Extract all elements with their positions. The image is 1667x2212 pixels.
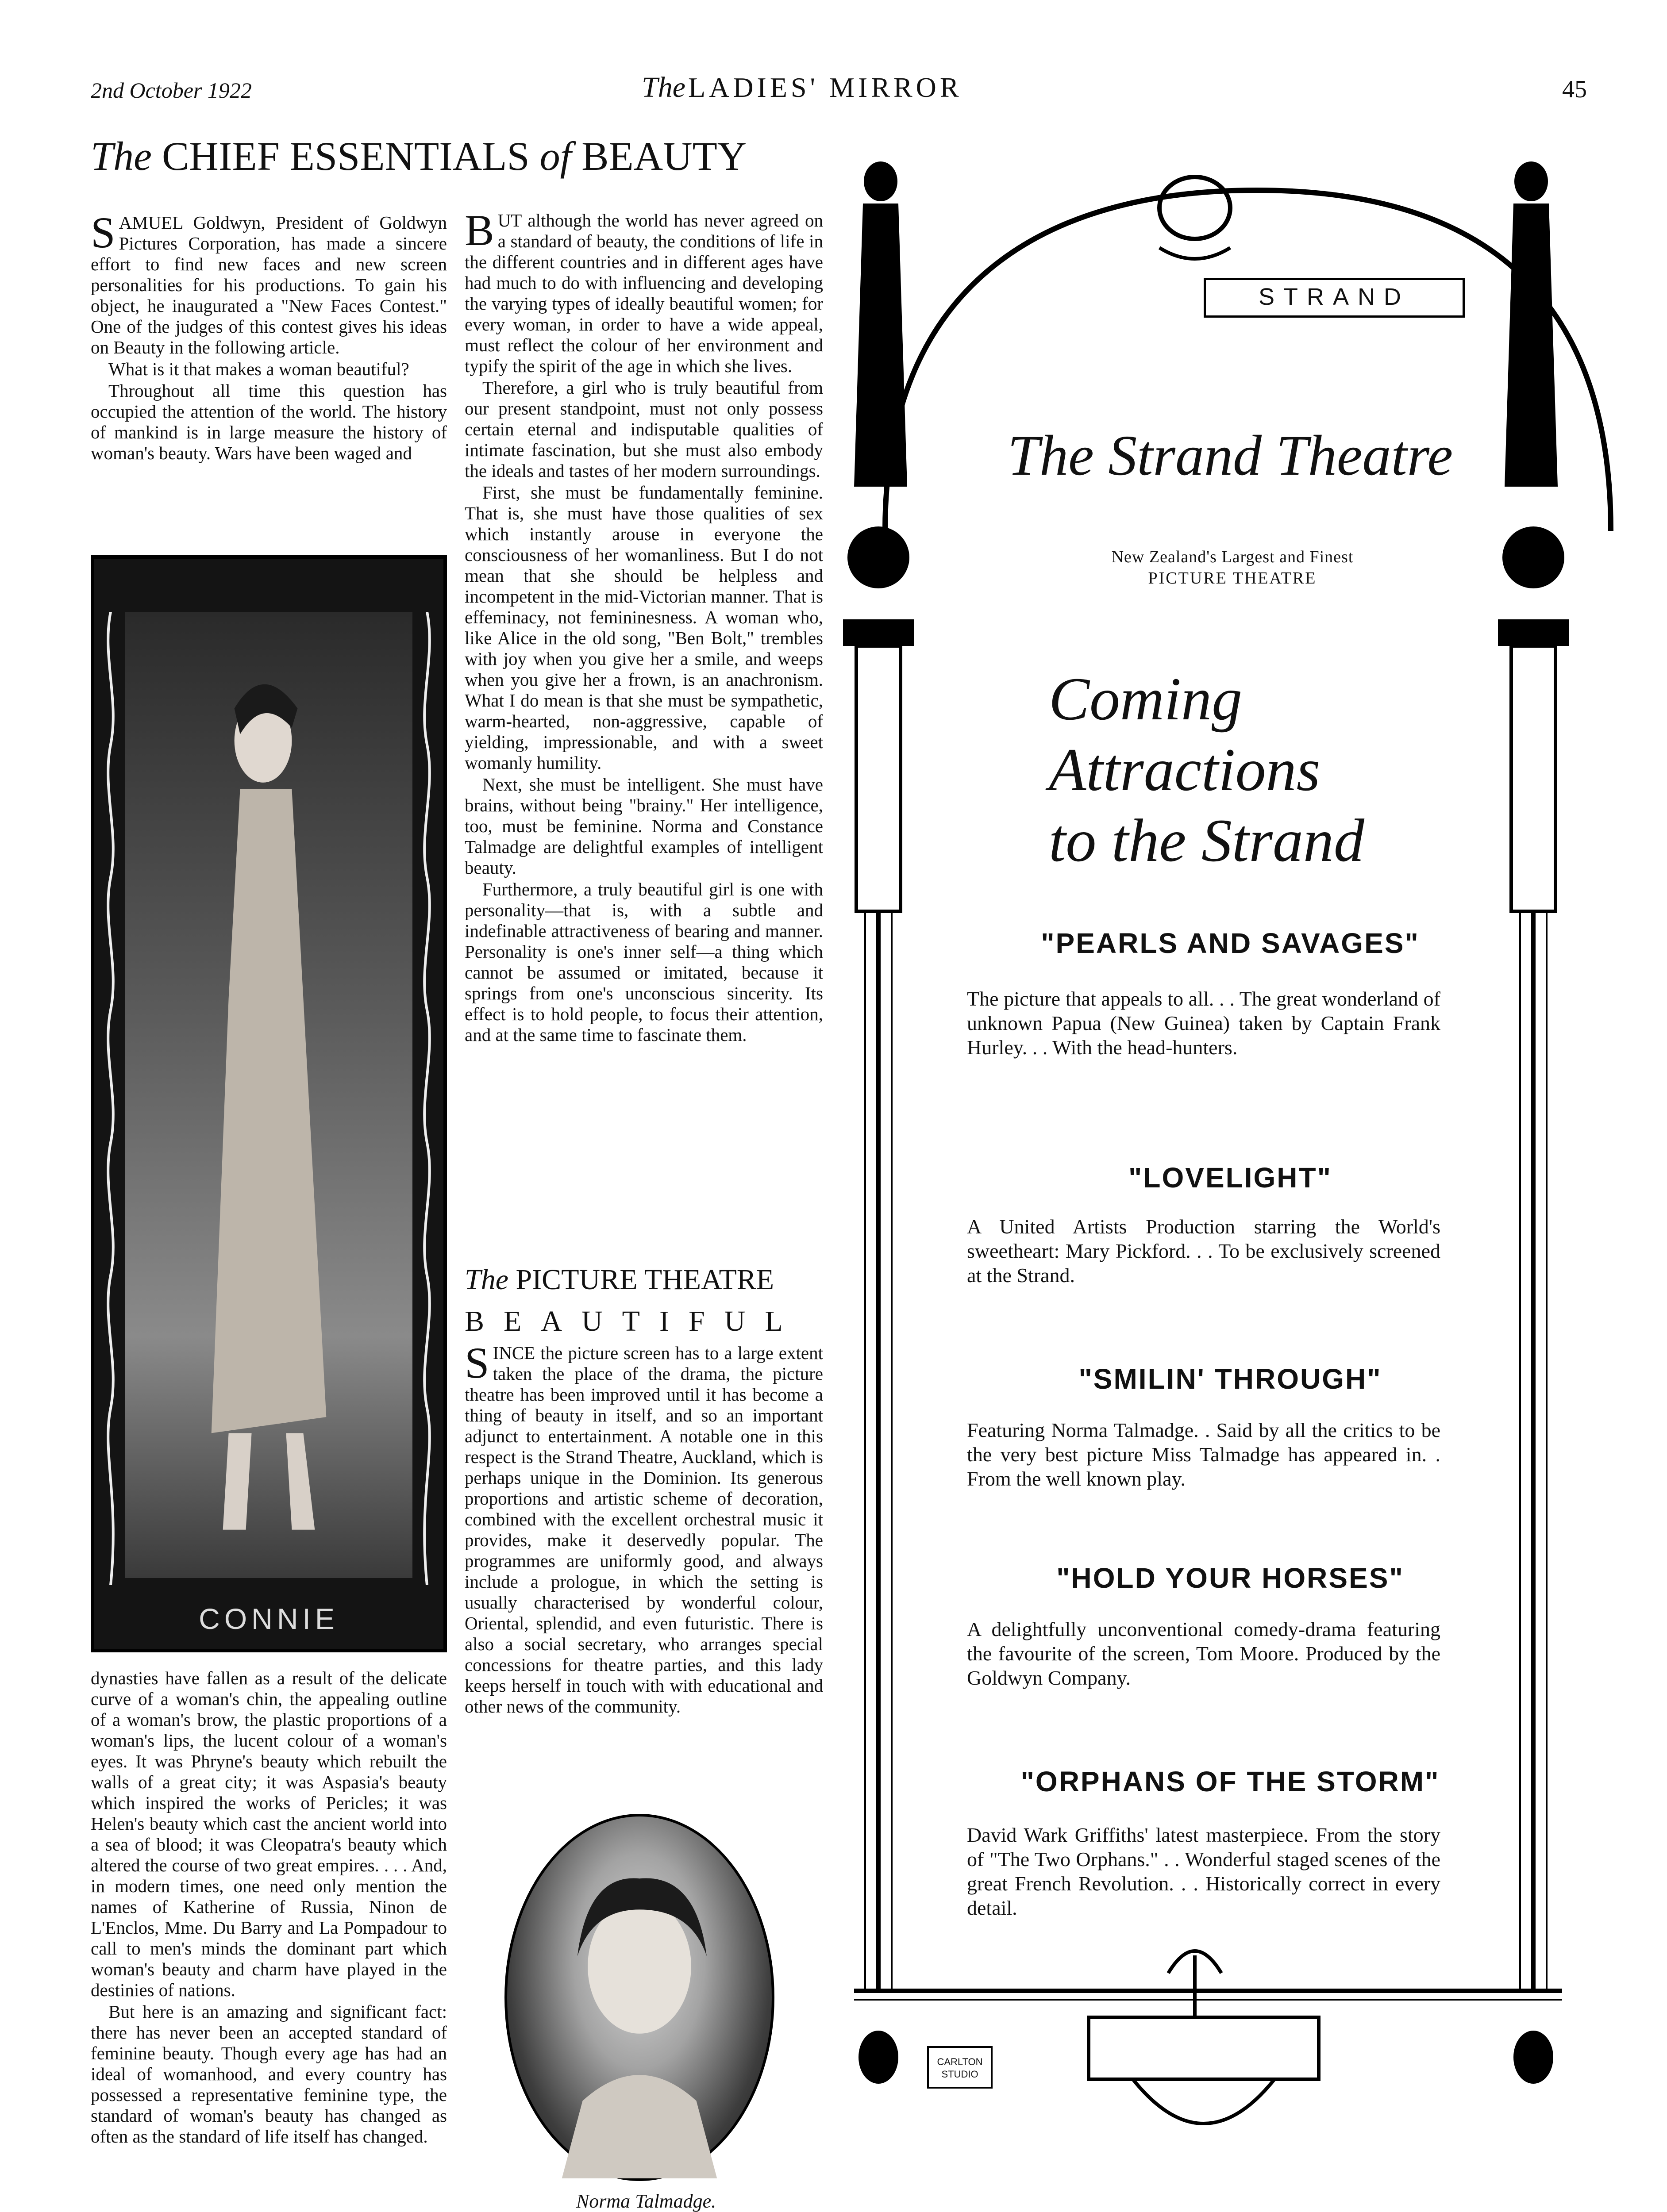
drop-cap: S — [91, 212, 115, 257]
page-number: 45 — [1562, 76, 1587, 103]
film-description: A delightfully unconventional comedy-drama featuring the favourite of the screen, Tom Moore. Produced by the Goldwyn Company. — [967, 1618, 1440, 1689]
paragraph: SINCE the picture screen has to a large extent taken the place of the drama, the picture theatre has been improved until it has become a thing of beauty in itself, and so an important adjunct to entertainment. A notable one in this respect is the Strand Theatre, Auckland, which is perhaps unique in the Dominion. Its generous proportions and artistic scheme of decoration, combined with the excellent orchestral music it provides, make it deservedly popular. The programmes are uniformly good, and always include a prologue, in which the setting is usually characterised by wonderful colour, Oriental, splendid, and even futuristic. There is also a social secretary, who arranges special concessions for theatre parties, and this lady keeps herself in touch with with educational and other news of the community. — [465, 1343, 823, 1717]
paragraph: Throughout all time this question has occupied the attention of the world. The history of mankind is in large measure the history of woman's beauty. Wars have been waged and — [91, 380, 447, 463]
film-title: "HOLD YOUR HORSES" — [1056, 1562, 1404, 1594]
theatre-tagline: New Zealand's Largest and Finest PICTURE THEATRE — [1111, 548, 1354, 588]
magazine-masthead — [642, 71, 962, 104]
paragraph: What is it that makes a woman beautiful? — [108, 359, 409, 379]
issue-date: 2nd October 1922 — [91, 78, 252, 103]
film-title: "PEARLS AND SAVAGES" — [1041, 927, 1420, 959]
photo-caption: CONNIE — [199, 1602, 339, 1635]
article-title — [91, 133, 843, 180]
paragraph: dynasties have fallen as a result of the delicate curve of a woman's chin, the appealing outline of a woman's brow, the plastic proportions of a woman's lips, the lucent colour of a woman's eyes. It was Phryne's beauty which rebuilt the walls of a great city; it was Aspasia's beauty which inspired the works of Pericles; it was Helen's beauty which cast the ancient world into a sea of blood; it was Cleopatra's beauty which altered the course of two great empires. . . . And, in modern times, one need only mention the names of Katherine of Russia, Ninon de L'Enclos, Mme. Du Barry and La Pompadour to call to men's minds the dominant part which woman's beauty and charm have played in the destinies of nations. — [91, 1668, 447, 2000]
film-description: David Wark Griffiths' latest masterpiece. From the story of "The Two Orphans." . . Wonderful staged scenes of the great French Revolution. . . Historically correct in every detail. — [967, 1824, 1440, 1919]
connie-photo-frame — [91, 555, 447, 1652]
paragraph: Therefore, a girl who is truly beautiful from our present standpoint, must not only possess certain eternal and indisputable qualities of intimate fascination, but she must also embody the ideals and tastes of her modern surroundings. — [465, 377, 823, 481]
masthead-the: The — [642, 71, 685, 104]
paragraph: SAMUEL Goldwyn, President of Goldwyn Pictures Corporation, has made a sincere effort to find new faces and new screen personalities for his productions. To gain his object, he inaugurated a "New Faces Contest." One of the judges of this contest gives his ideas on Beauty in the following article. — [91, 212, 447, 357]
paragraph: Furthermore, a truly beautiful girl is one with personality—that is, with a subtle and indefinable attractiveness of bearing and manner. Personality is one's inner self—a thing which cannot be assumed or imitated, because it springs from one's unconscious sincerity. Its effect is to hold people, to focus their attention, and at the same time to fascinate them. — [465, 879, 823, 1045]
film-description: The picture that appeals to all. . . The great wonderland of unknown Papua (New Guinea) taken by Captain Frank Hurley. . . With the head-hunters. — [967, 987, 1440, 1059]
paragraph: First, she must be fundamentally feminine. That is, she must have those qualities of sex which instantly arouse in everyone the consciousness of her womanliness. But I do not mean that she should be helpless and incompetent in the mid-Victorian manner. That is effeminacy, not femininesness. A woman who, like Alice in the old song, "Ben Bolt," trembles with joy when you give her a smile, and weeps when you give her a frown, is an anachronism. What I do mean is that she must be sympathetic, warm-hearted, non-aggressive, capable of yielding, impressionable, and with a sweet womanly humility. — [465, 482, 823, 773]
subtitle-beautiful: BEAUTIFUL — [465, 1305, 802, 1337]
masthead-name: LADIES' MIRROR — [688, 72, 962, 103]
paragraph: BUT although the world has never agreed on a standard of beauty, the conditions of life in the different countries and in different ages have had much to do with influencing and developing the varying types of ideally beautiful women; for every woman, in order to have a wide appeal, must reflect the colour of her environment and typify the spirit of the age in which she lives. — [465, 210, 823, 376]
paragraph: Next, she must be intelligent. She must have brains, without being "brainy." Her intelligence, too, must be feminine. Norma and Constance Talmadge are delightful examples of intelligent beauty. — [465, 774, 823, 878]
studio-credit: CARLTON STUDIO — [927, 2046, 993, 2089]
film-title: "SMILIN' THROUGH" — [1078, 1363, 1382, 1395]
article-column-2 — [465, 210, 823, 1223]
film-title: "ORPHANS OF THE STORM" — [1020, 1766, 1440, 1797]
paragraph: But here is an amazing and significant fact: there has never been an accepted standard of feminine beauty. Though every age has had an ideal of womanhood, and every country has possessed a representative feminine type, the standard of woman's beauty has changed as often as the standard of life itself has changed. — [91, 2001, 447, 2147]
strand-banner: STRAND — [1204, 278, 1465, 318]
woman-portrait-icon — [507, 1816, 772, 2178]
subtitle-main: PICTURE THEATRE — [516, 1263, 774, 1296]
article-column-1-bottom — [91, 1668, 447, 2212]
picture-theatre-heading — [465, 1263, 823, 1338]
woman-figure-icon — [125, 612, 412, 1578]
connie-photograph — [125, 612, 412, 1578]
title-beauty: BEAUTY — [581, 134, 747, 179]
title-the: The — [91, 134, 152, 179]
film-description: Featuring Norma Talmadge. . Said by all the critics to be the very best picture Miss Talmadge has appeared in. . From the well known play. — [967, 1419, 1440, 1490]
drop-cap: S — [465, 1343, 489, 1387]
vine-ornament-icon — [100, 612, 122, 1585]
theatre-name: The Strand Theatre — [1007, 424, 1453, 488]
film-description: A United Artists Production starring the World's sweetheart: Mary Pickford. . . To be exclusively screened at the Strand. — [967, 1215, 1440, 1286]
vine-ornament-icon — [416, 612, 438, 1585]
portrait-caption: Norma Talmadge. — [576, 2190, 716, 2212]
norma-talmadge-portrait — [504, 1814, 774, 2181]
coming-attractions-heading: Coming Attractions to the Strand — [1049, 665, 1364, 874]
picture-theatre-body — [465, 1343, 823, 1812]
title-chief: CHIEF ESSENTIALS — [162, 134, 530, 179]
subtitle-the: The — [465, 1263, 508, 1296]
drop-cap: B — [465, 210, 494, 255]
title-of: of — [539, 134, 572, 179]
article-column-1-top — [91, 212, 447, 540]
film-title: "LOVELIGHT" — [1128, 1162, 1332, 1194]
